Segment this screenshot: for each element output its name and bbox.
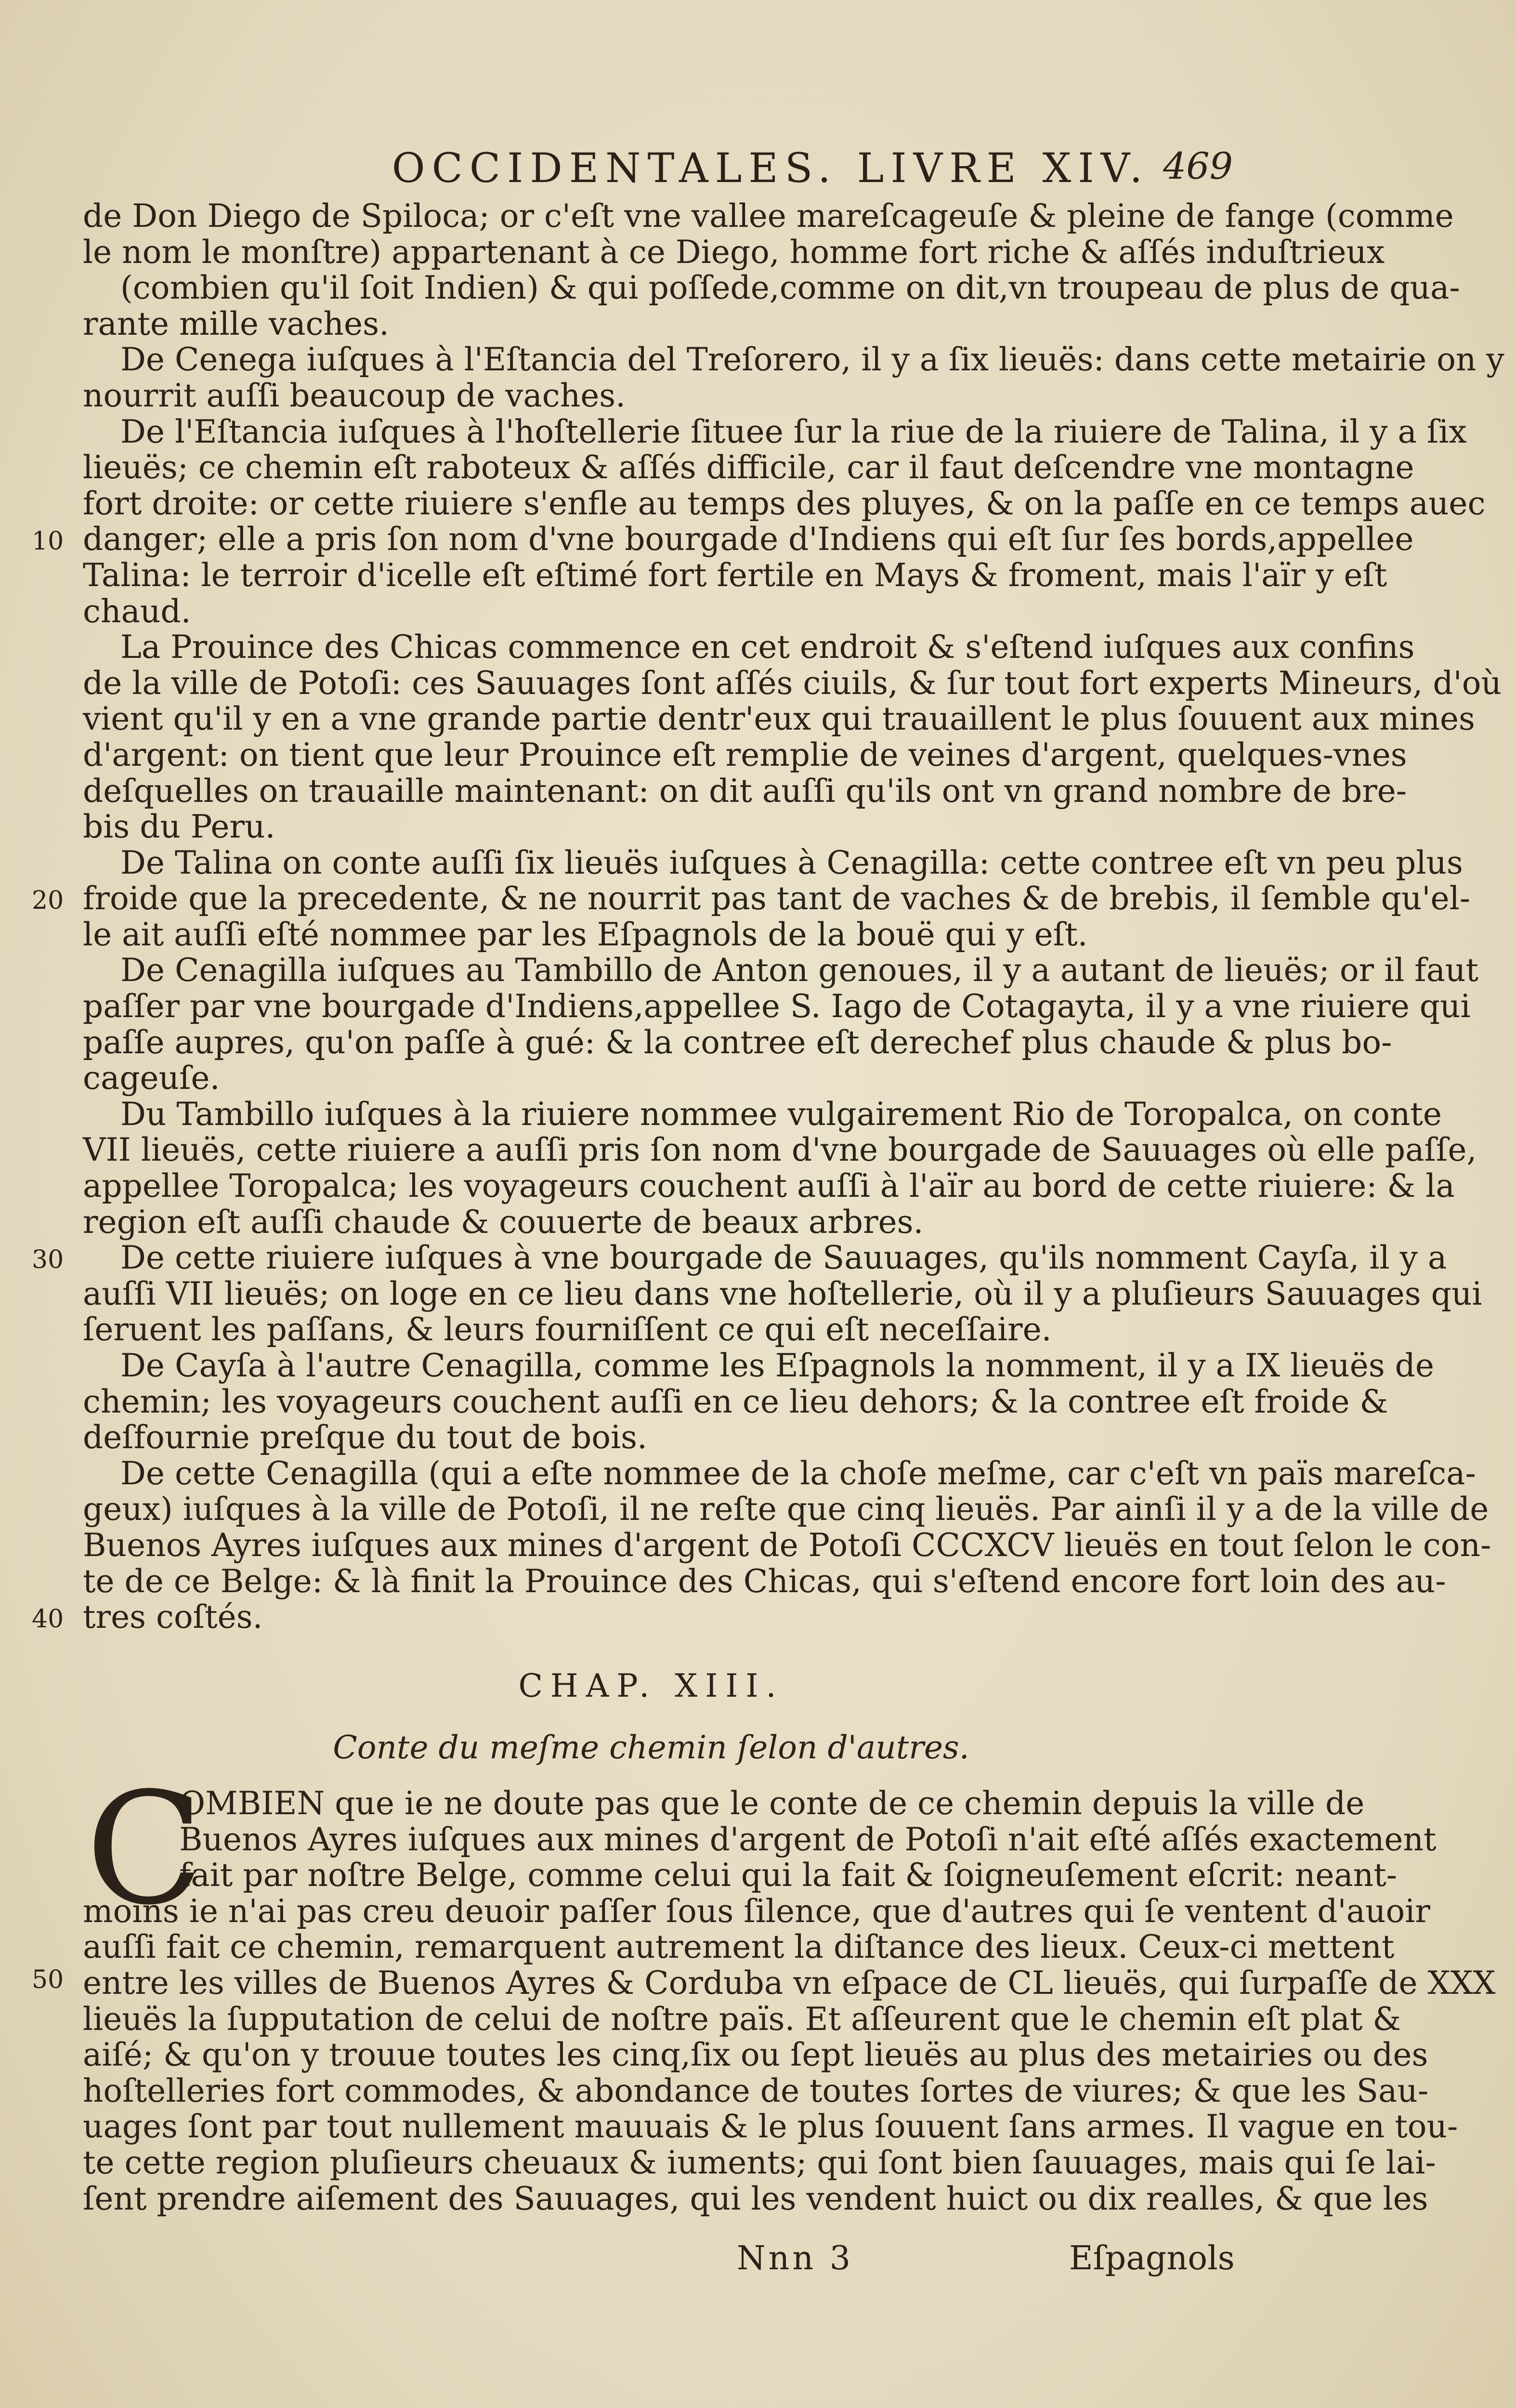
text-line: de Don Diego de Spiloca; or c'eſt vne vallee mareſcageuſe & pleine de fange (comme [83, 197, 1454, 235]
text-line: froide que la precedente, & ne nourrit pas tant de vaches & de brebis, il ſemble qu'el- [83, 880, 1471, 917]
text-line: region eſt auſſi chaude & couuerte de beaux arbres. [83, 1203, 924, 1241]
text-line: chaud. [83, 592, 191, 630]
margin-line-number: 10 [32, 527, 64, 556]
text-line: danger; elle a pris ſon nom d'vne bourgade d'Indiens qui eſt ſur ſes bords,appellee [83, 521, 1414, 558]
text-line: rante mille vaches. [83, 305, 389, 342]
running-title: OCCIDENTALES. LIVRE XIV. [392, 144, 1150, 192]
text-line: vient qu'il y en a vne grande partie dentr'eux qui trauaillent le plus ſouuent aux mines [83, 700, 1475, 738]
text-line: De Cenega iuſques à l'Eſtancia del Treſorero, il y a ſix lieuës: dans cette metairie on y [120, 341, 1504, 379]
text-line: (combien qu'il ſoit Indien) & qui poſſede,comme on dit,vn troupeau de plus de qua- [120, 269, 1460, 307]
page-number: 469 [1163, 144, 1233, 187]
text-line: fort droite: or cette riuiere s'enfle au temps des pluyes, & on la paſſe en ce temps auec [83, 484, 1486, 522]
text-line: bis du Peru. [83, 808, 275, 846]
text-line: auſſi fait ce chemin, remarquent autrement la diſtance des lieux. Ceux-ci mettent [83, 1928, 1395, 1966]
text-line: aiſé; & qu'on y trouue toutes les cinq,ſix ou ſept lieuës au plus des metairies ou des [83, 2036, 1428, 2074]
text-line: Talina: le terroir d'icelle eſt eſtimé fort fertile en Mays & froment, mais l'aïr y eſt [83, 556, 1387, 594]
text-line: d'argent: on tient que leur Prouince eſt remplie de veines d'argent, quelques-vnes [83, 736, 1407, 773]
drop-cap: C [86, 1760, 204, 1939]
text-line: De cette Cenagilla (qui a eſte nommee de la choſe meſme, car c'eſt vn païs mareſca- [120, 1454, 1476, 1492]
text-line: De cette riuiere iuſques à vne bourgade de Sauuages, qu'ils nomment Cayſa, il y a [120, 1239, 1447, 1277]
text-line: le ait auſſi eſté nommee par les Eſpagnols de la bouë qui y eſt. [83, 916, 1088, 953]
chapter-subtitle-block [83, 1729, 1219, 1766]
text-line: lieuës la ſupputation de celui de noſtre païs. Et aſſeurent que le chemin eſt plat & [83, 2000, 1401, 2038]
text-line: Buenos Ayres iuſques aux mines d'argent de Potoſi n'ait eſté aſſés exactement [179, 1820, 1437, 1858]
text-line: De Cenagilla iuſques au Tambillo de Anton genoues, il y a autant de lieuës; or il faut [120, 952, 1479, 989]
text-line: ſeruent les paſſans, & leurs fourniſſent ce qui eſt neceſſaire. [83, 1311, 1052, 1348]
chapter-heading: CHAP. XIII. [518, 1667, 784, 1704]
text-line: ſent prendre aiſement des Sauuages, qui les vendent huict ou dix realles, & que les [83, 2180, 1428, 2217]
text-line: auſſi VII lieuës; on loge en ce lieu dans vne hoſtellerie, où il y a pluſieurs Sauuages qui [83, 1275, 1482, 1312]
margin-line-number: 40 [32, 1605, 64, 1634]
text-line: Du Tambillo iuſques à la riuiere nommee vulgairement Rio de Toropalca, on conte [120, 1095, 1442, 1133]
text-line: Buenos Ayres iuſques aux mines d'argent de Potoſi CCCXCV lieuës en tout ſelon le con- [83, 1526, 1491, 1564]
text-line: entre les villes de Buenos Ayres & Corduba vn eſpace de CL lieuës, qui ſurpaſſe de XXX [83, 1964, 1496, 2002]
text-line: geux) iuſques à la ville de Potoſi, il ne reſte que cinq lieuës. Par ainſi il y a de la ville de [83, 1491, 1489, 1528]
chapter-heading-block [83, 1667, 1219, 1704]
text-line: moins ie n'ai pas creu deuoir paſſer ſous ſilence, que d'autres qui ſe ventent d'auoir [83, 1892, 1430, 1930]
body-text-part1 [83, 197, 1504, 1636]
text-line: deſfournie preſque du tout de bois. [83, 1419, 647, 1456]
text-line: paſſer par vne bourgade d'Indiens,appellee S. Iago de Cotagayta, il y a vne riuiere qui [83, 988, 1471, 1025]
text-line: te de ce Belge: & là finit la Prouince des Chicas, qui s'eſtend encore fort loin des au- [83, 1562, 1446, 1600]
text-line: De Cayſa à l'autre Cenagilla, comme les Eſpagnols la nomment, il y a IX lieuës de [120, 1347, 1434, 1384]
margin-line-number: 20 [32, 886, 64, 915]
text-line: lieuës; ce chemin eſt raboteux & aſſés difficile, car il faut deſcendre vne montagne [83, 449, 1414, 486]
text-line: De l'Eſtancia iuſques à l'hoſtellerie ſituee ſur la riue de la riuiere de Talina, il y a ſix [120, 413, 1467, 450]
chapter-subtitle: Conte du meſme chemin ſelon d'autres. [333, 1729, 969, 1766]
text-line: uages ſont par tout nullement mauuais & le plus ſouuent ſans armes. Il vague en tou- [83, 2108, 1458, 2146]
text-line: chemin; les voyageurs couchent auſſi en ce lieu dehors; & la contree eſt froide & [83, 1383, 1388, 1420]
text-line: le nom le monſtre) appartenant à ce Diego, homme fort riche & aſſés induſtrieux [83, 233, 1385, 271]
text-line: fait par noſtre Belge, comme celui qui la fait & ſoigneuſement eſcrit: neant- [179, 1857, 1398, 1894]
text-line: De Talina on conte auſſi ſix lieuës iuſques à Cenagilla: cette contree eſt vn peu plus [120, 844, 1463, 881]
text-line: cageuſe. [83, 1060, 220, 1097]
signature-mark: Nnn 3 [737, 2239, 853, 2277]
margin-line-number: 30 [32, 1245, 64, 1274]
text-line: hoſtelleries fort commodes, & abondance de toutes ſortes de viures; & que les Sau- [83, 2072, 1429, 2109]
text-line: VII lieuës, cette riuiere a auſſi pris ſon nom d'vne bourgade de Sauuages où elle paſſe, [83, 1131, 1477, 1169]
text-line: tres coſtés. [83, 1598, 263, 1636]
text-line: deſquelles on trauaille maintenant: on dit auſſi qu'ils ont vn grand nombre de bre- [83, 772, 1407, 810]
text-line: paſſe aupres, qu'on paſſe à gué: & la contree eſt derechef plus chaude & plus bo- [83, 1023, 1392, 1061]
margin-line-number: 50 [32, 1965, 64, 1994]
text-line: nourrit auſſi beaucoup de vaches. [83, 377, 626, 414]
text-line: te cette region pluſieurs cheuaux & iuments; qui ſont bien ſauuages, mais qui ſe lai- [83, 2144, 1436, 2181]
text-line: appellee Toropalca; les voyageurs couchent auſſi à l'aïr au bord de cette riuiere: & la [83, 1167, 1455, 1205]
text-line: de la ville de Potoſi: ces Sauuages ſont aſſés ciuils, & ſur tout fort experts Mineurs, d'où [83, 664, 1502, 702]
text-line: La Prouince des Chicas commence en cet endroit & s'eſtend iuſques aux confins [120, 628, 1415, 666]
text-line: OMBIEN que ie ne doute pas que le conte de ce chemin depuis la ville de [179, 1785, 1365, 1822]
body-text-part2 [83, 1785, 1496, 2217]
catchword: Eſpagnols [1069, 2239, 1235, 2277]
